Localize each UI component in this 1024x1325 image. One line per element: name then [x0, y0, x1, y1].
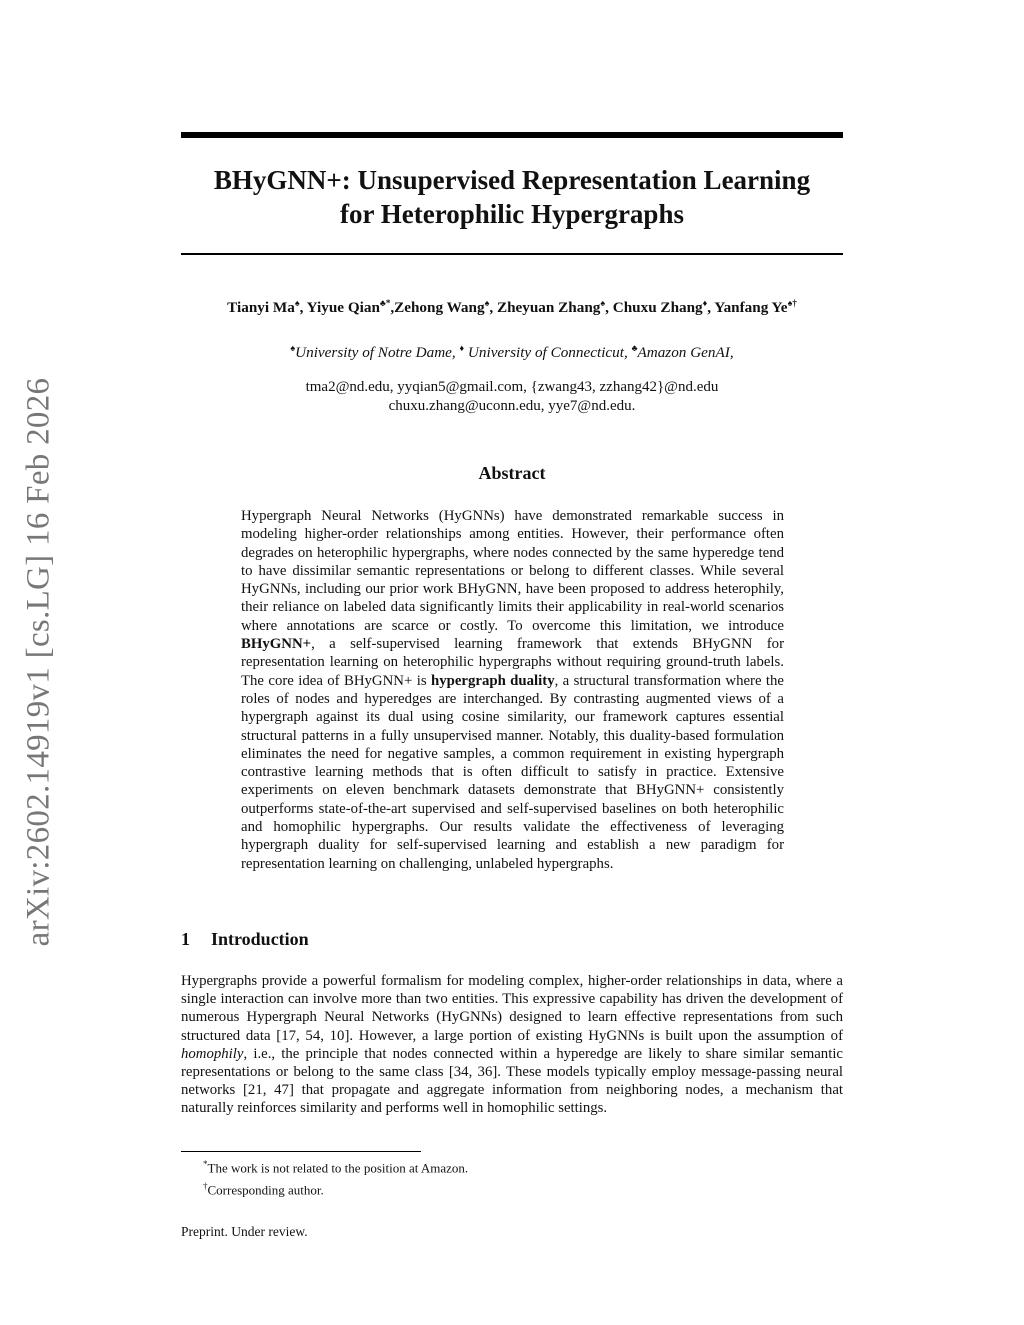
affiliation-name: Amazon GenAI, [637, 344, 734, 362]
affiliation-mark: ♠ [290, 343, 296, 353]
intro-text: Hypergraphs provide a powerful formalism for modeling complex, higher-order relationships in data, where a single interaction can involve more than two entities. This expressive capability has driven the development of numerous Hypergraph Neural Networks (HyGNNs) designed to learn effective representations from such structured data [17, 54, 10]. However, a large portion of existing HyGNNs is built upon the assumption of [181, 973, 843, 1044]
footnote-text: The work is not related to the position at Amazon. [207, 1160, 469, 1176]
title-bottom-rule [181, 253, 843, 255]
footnote-rule [181, 1151, 421, 1152]
affiliation-name: University of Notre Dame, [295, 344, 456, 362]
footnote [203, 1155, 468, 1177]
author-name: Zehong Wang [394, 299, 485, 317]
section-heading-introduction [181, 929, 309, 950]
footnote-text: Corresponding author. [207, 1182, 324, 1198]
preprint-note: Preprint. Under review. [181, 1224, 308, 1239]
affiliation-mark: ♣ [631, 343, 638, 353]
author-name: Chuxu Zhang [612, 299, 703, 317]
abstract-text: , a self-supervised learning framework that extends BHyGNN for representation learning on heterophilic hypergraphs without requiring ground-truth labels. The core idea of BHyGNN+ is [241, 636, 784, 689]
footnotes [203, 1155, 468, 1200]
email-line-1: tma2@nd.edu, yyqian5@gmail.com, {zwang43, zzhang42}@nd.edu [305, 379, 719, 395]
abstract-text: Hypergraph Neural Networks (HyGNNs) have demonstrated remarkable success in modeling higher-order relationships among entities. However, their performance often degrades on heterophilic hypergraphs, where nodes connected by the same hyperedge tend to have dissimilar semantic representations or belong to different classes. While several HyGNNs, including our prior work BHyGNN, have been proposed to address heterophily, their reliance on labeled data significantly limits their applicability in real-world scenarios where annotations are scarce or costly. To overcome this limitation, we introduce [241, 508, 784, 634]
author-name: Yanfang Ye [714, 299, 788, 317]
affiliation-name: University of Connecticut, [467, 344, 628, 362]
footnote-mark: * [203, 1159, 208, 1169]
author-mark: ♠ [484, 298, 490, 308]
author-mark: ♠ [294, 298, 300, 308]
email-block [181, 378, 843, 416]
author-mark: ♠ [600, 298, 606, 308]
title-top-rule [181, 132, 843, 138]
abstract-bold-duality: hypergraph duality [430, 672, 555, 689]
abstract-body [241, 507, 784, 873]
footnote [203, 1177, 468, 1199]
author-name: Zheyuan Zhang [496, 299, 601, 317]
intro-italic-homophily: homophily [181, 1045, 244, 1062]
abstract-text: , a structural transformation where the roles of nodes and hyperedges are interchanged. By contrasting augmented views of a hypergraph against its dual using cosine similarity, our framework captures essential structural patterns in a fully unsupervised manner. Notably, this duality-based formulation eliminates the need for negative samples, a common requirement in existing hypergraph contrastive learning methods that is often difficult to satisfy in practice. Extensive experiments on eleven benchmark datasets demonstrate that BHyGNN+ consistently outperforms state-of-the-art supervised and self-supervised baselines on both heterophilic and homophilic hypergraphs. Our results validate the effectiveness of leveraging hypergraph duality for self-supervised learning and establish a new paradigm for representation learning on challenging, unlabeled hypergraphs. [241, 672, 785, 872]
paper-title [181, 163, 843, 231]
title-line-1: BHyGNN+: Unsupervised Representation Learning [213, 165, 811, 195]
affiliation-mark: ♦ [459, 343, 465, 353]
affiliation-list [181, 343, 843, 362]
intro-text: , i.e., the principle that nodes connected within a hyperedge are likely to share similar semantic representations or belong to the same class [34, 36]. These models typically employ message-passing neural networks [21, 47] that propagate and aggregate information from neighboring nodes, a mechanism that naturally reinforces similarity and performs well in homophilic settings. [181, 1045, 843, 1117]
section-number: 1 [181, 929, 190, 949]
email-line-2: chuxu.zhang@uconn.edu, yye7@nd.edu. [388, 398, 636, 414]
author-name: Yiyue Qian [306, 299, 380, 317]
introduction-paragraph [181, 972, 843, 1118]
abstract-bold-method: BHyGNN+ [241, 636, 312, 653]
author-mark: ♦ [702, 298, 708, 308]
section-title: Introduction [211, 929, 309, 949]
author-mark: ♣* [379, 298, 391, 308]
title-line-2: for Heterophilic Hypergraphs [340, 199, 684, 229]
author-mark: ♠† [787, 298, 797, 308]
author-list: Tianyi Ma♠, Yiyue Qian♣*,Zehong Wang♠, Zheyuan Zhang♠, Chuxu Zhang♦, Yanfang Ye♠† [227, 298, 797, 317]
footnote-mark: † [203, 1181, 208, 1192]
abstract-heading: Abstract [478, 463, 546, 483]
arxiv-identifier: arXiv:2602.14919v1 [cs.LG] 16 Feb 2026 [20, 377, 57, 947]
author-name: Tianyi Ma [227, 299, 295, 317]
